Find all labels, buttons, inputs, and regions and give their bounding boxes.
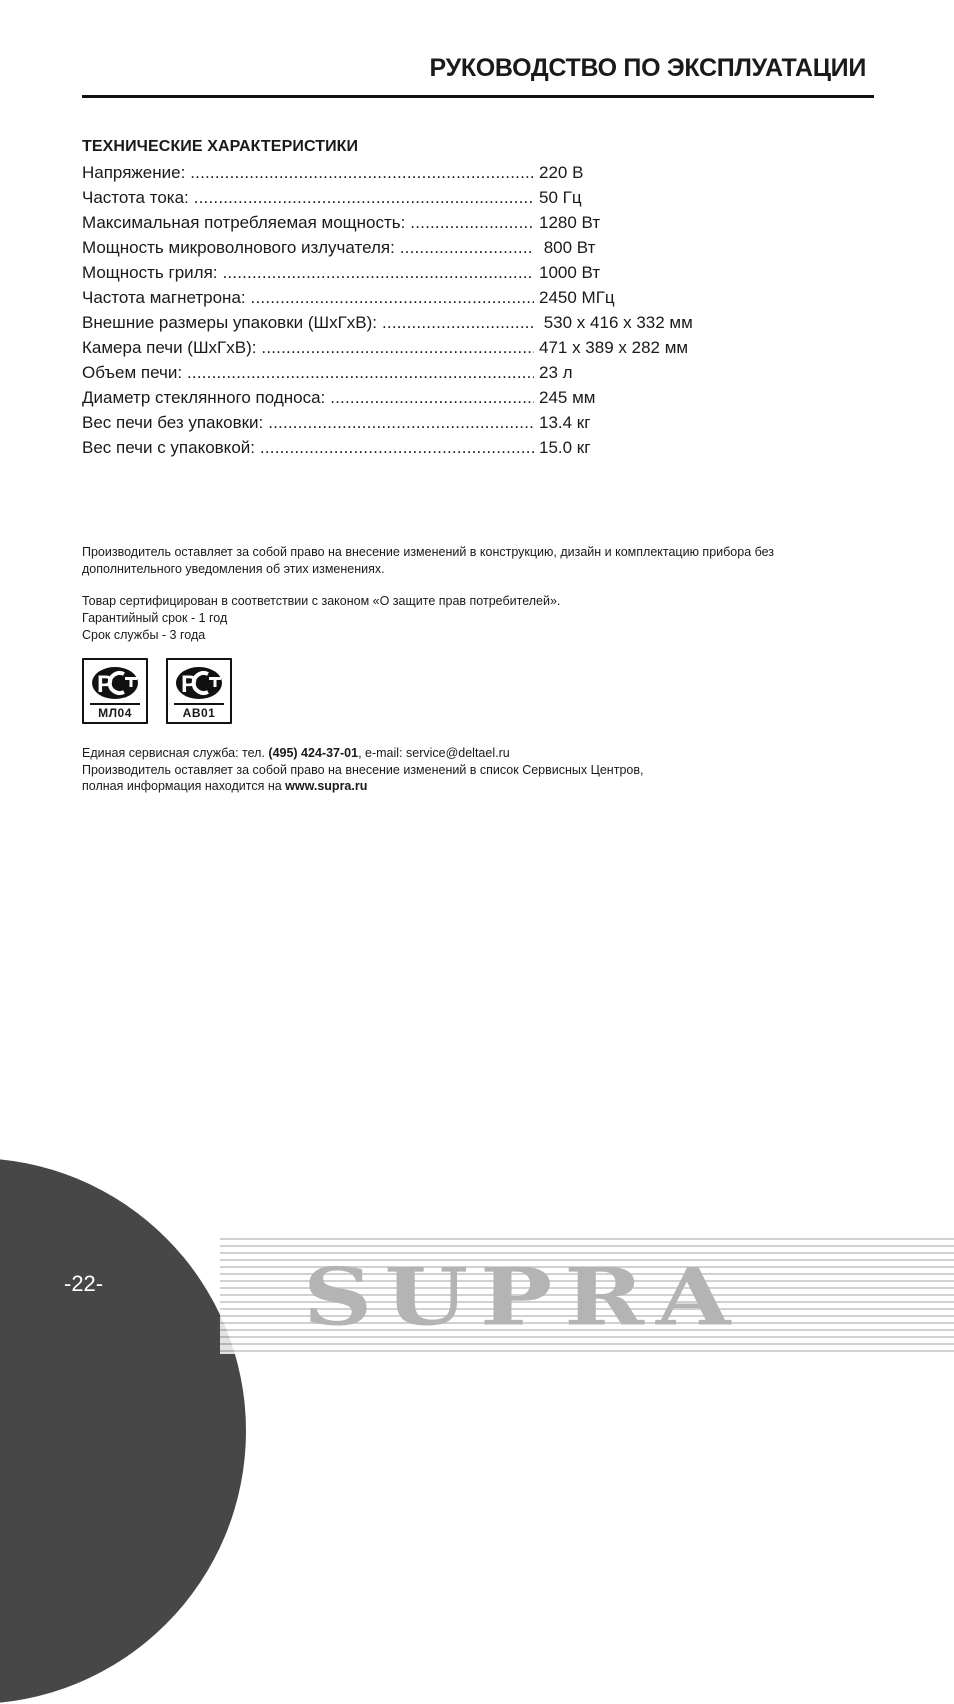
service-info xyxy=(82,745,902,795)
spec-label: Мощность гриля: ..... xyxy=(82,260,534,285)
spec-row xyxy=(82,260,802,285)
spec-label: Частота магнетрона: ..... xyxy=(82,285,534,310)
rst-logo-icon xyxy=(174,665,224,701)
spec-label: Частота тока: ..... xyxy=(82,185,534,210)
website-label: полная информация находится на xyxy=(82,779,286,793)
spec-value: 23 л xyxy=(539,363,573,382)
spec-value: 50 Гц xyxy=(539,188,582,207)
spec-row xyxy=(82,385,802,410)
brand-logo: SUPRA xyxy=(303,1250,743,1344)
service-centers-text: Производитель оставляет за собой право на внесение изменений в список Сервисных Центров, xyxy=(82,762,644,777)
spec-label: Максимальная потребляемая мощность: ..... xyxy=(82,210,534,235)
spec-label: Объем печи: ..... xyxy=(82,360,534,385)
svg-text:P: P xyxy=(181,671,198,698)
spec-label: Напряжение: ..... xyxy=(82,160,534,185)
spec-value: 13.4 кг xyxy=(539,413,591,432)
spec-value: 1280 Вт xyxy=(539,213,601,232)
service-email: , e-mail: service@deltael.ru xyxy=(358,746,510,760)
spec-row xyxy=(82,185,802,210)
svg-text:P: P xyxy=(97,671,114,698)
specs-list xyxy=(82,160,802,460)
spec-label: Камера печи (ШхГхВ): ..... xyxy=(82,335,534,360)
header-divider xyxy=(82,95,874,98)
certificate-code: АВ01 xyxy=(182,706,216,720)
spec-row xyxy=(82,160,802,185)
spec-row xyxy=(82,335,802,360)
service-label: Единая сервисная служба: тел. xyxy=(82,746,269,760)
warranty-text: Гарантийный срок - 1 год xyxy=(82,611,228,625)
footer-dark-shape xyxy=(0,1158,246,1704)
spec-value: 471 х 389 х 282 мм xyxy=(539,338,689,357)
spec-value: 220 В xyxy=(539,163,584,182)
spec-label: Мощность микроволнового излучателя: ..... xyxy=(82,235,534,260)
certificate-code: МЛ04 xyxy=(98,706,132,720)
service-line xyxy=(82,745,902,762)
spec-label: Диаметр стеклянного подноса: ..... xyxy=(82,385,534,410)
rst-logo-icon xyxy=(90,665,140,701)
service-website-line xyxy=(82,778,902,795)
disclaimer-text: Производитель оставляет за собой право на внесение изменений в конструкцию, дизайн и комплектацию прибора без xyxy=(82,545,775,559)
spec-value: 2450 МГц xyxy=(539,288,615,307)
certificate-mark xyxy=(82,658,148,724)
disclaimer-text: дополнительного уведомления об этих изменениях. xyxy=(82,562,385,576)
spec-value: 245 мм xyxy=(539,388,596,407)
page-title: РУКОВОДСТВО ПО ЭКСПЛУАТАЦИИ xyxy=(429,54,866,82)
spec-label: Внешние размеры упаковки (ШхГхВ): ..... xyxy=(82,310,534,335)
spec-row xyxy=(82,435,802,460)
spec-value: 1000 Вт xyxy=(539,263,601,282)
service-phone: (495) 424-37-01 xyxy=(268,746,359,760)
spec-row xyxy=(82,360,802,385)
website-link[interactable]: www.supra.ru xyxy=(285,779,368,793)
certification-text: Товар сертифицирован в соответствии с законом «О защите прав потребителей». xyxy=(82,594,561,608)
certificate-mark xyxy=(166,658,232,724)
service-life-text: Срок службы - 3 года xyxy=(82,628,206,642)
spec-label: Вес печи с упаковкой: ..... xyxy=(82,435,534,460)
spec-row xyxy=(82,285,802,310)
spec-label: Вес печи без упаковки: ..... xyxy=(82,410,534,435)
spec-value: 530 х 416 х 332 мм xyxy=(539,313,693,332)
spec-row xyxy=(82,410,802,435)
spec-value: 800 Вт xyxy=(539,238,596,257)
spec-row xyxy=(82,235,802,260)
spec-row xyxy=(82,210,802,235)
spec-row xyxy=(82,310,802,335)
notes-block xyxy=(82,544,882,644)
page-number: -22- xyxy=(64,1271,104,1296)
spec-value: 15.0 кг xyxy=(539,438,591,457)
specs-heading: ТЕХНИЧЕСКИЕ ХАРАКТЕРИСТИКИ xyxy=(82,138,359,155)
